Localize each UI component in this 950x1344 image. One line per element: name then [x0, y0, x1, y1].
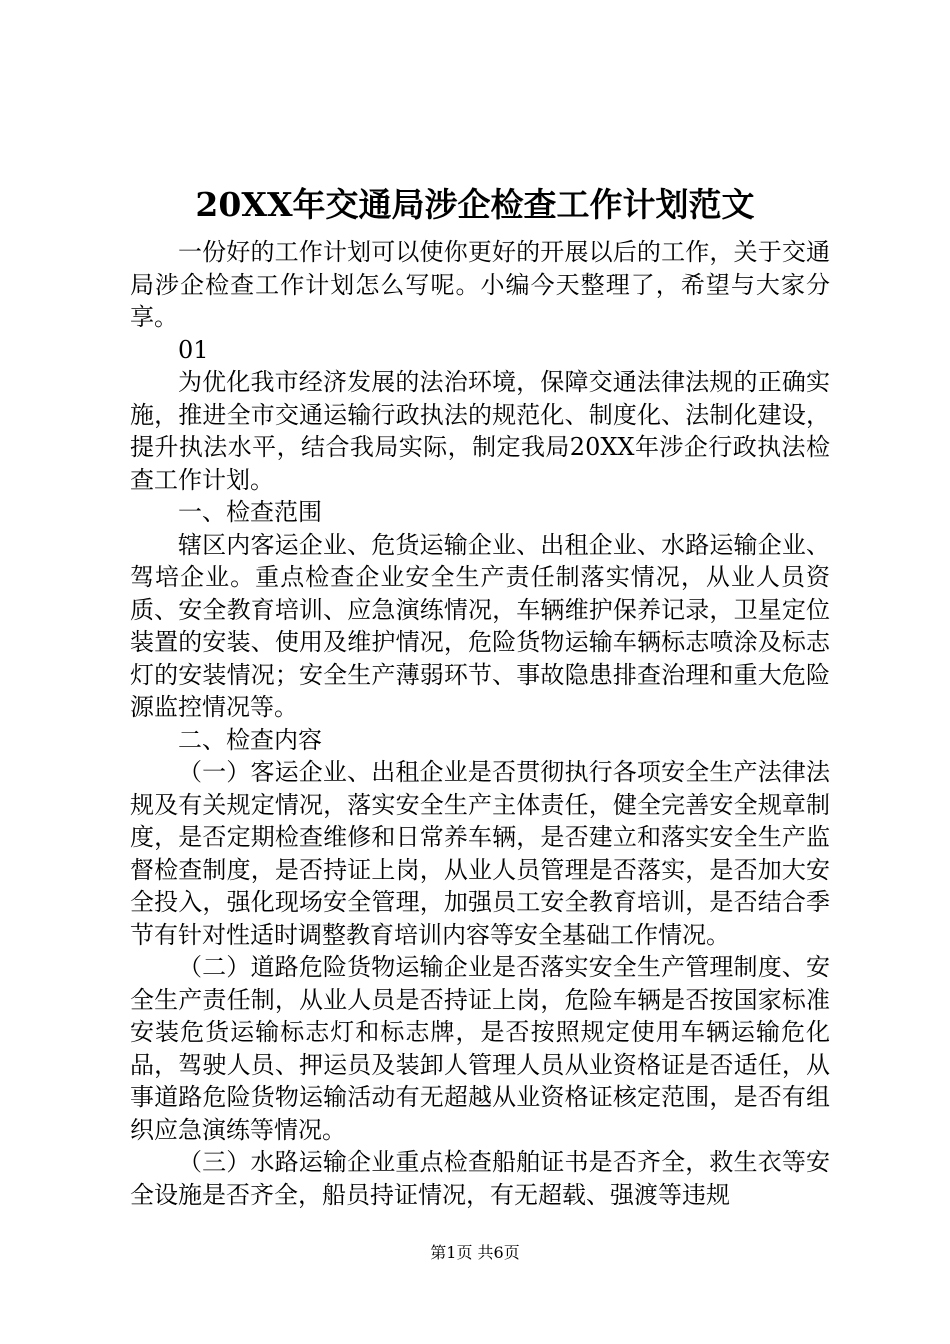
heading-inspection-content: 二、检查内容: [178, 725, 322, 754]
scope-paragraph: 辖区内客运企业、危货运输企业、出租企业、水路运输企业、驾培企业。重点检查企业安全生产责任制落实情况，从业人员资质、安全教育培训、应急演练情况，车辆维护保养记录，卫星定位装置的安装、使用及维护情况，危险货物运输车辆标志喷涂及标志灯的安装情况；安全生产薄弱环节、事故隐患排查治理和重大危险源监控情况等。: [130, 530, 830, 721]
content-item-1: （一）客运企业、出租企业是否贯彻执行各项安全生产法律法规及有关规定情况，落实安全生产主体责任，健全完善安全规章制度，是否定期检查维修和日常养车辆，是否建立和落实安全生产监督检查制度，是否持证上岗，从业人员管理是否落实，是否加大安全投入，强化现场安全管理，加强员工安全教育培训，是否结合季节有针对性适时调整教育培训内容等安全基础工作情况。: [130, 758, 830, 949]
section-number: 01: [178, 335, 209, 364]
heading-inspection-scope: 一、检查范围: [178, 498, 322, 526]
document-body: [130, 236, 830, 1211]
content-item-3: （三）水路运输企业重点检查船舶证书是否齐全，救生衣等安全设施是否齐全，船员持证情况，有无超载、强渡等违规: [130, 1148, 830, 1209]
page-footer: 第1页 共6页: [430, 1243, 520, 1262]
content-item-2: （二）道路危险货物运输企业是否落实安全生产管理制度、安全生产责任制，从业人员是否持证上岗，危险车辆是否按国家标准安装危货运输标志灯和标志牌，是否按照规定使用车辆运输危化品，驾驶人员、押运员及装卸人管理人员从业资格证是否适任，从事道路危险货物运输活动有无超越从业资格证核定范围，是否有组织应急演练等情况。: [130, 953, 830, 1144]
purpose-paragraph: 为优化我市经济发展的法治环境，保障交通法律法规的正确实施，推进全市交通运输行政执法的规范化、制度化、法制化建设，提升执法水平，结合我局实际，制定我局20XX年涉企行政执法检查工作计划。: [130, 368, 830, 494]
document-title: 20XX年交通局涉企检查工作计划范文: [195, 185, 755, 224]
intro-paragraph: 一份好的工作计划可以使你更好的开展以后的工作，关于交通局涉企检查工作计划怎么写呢。小编今天整理了，希望与大家分享。: [130, 238, 830, 331]
